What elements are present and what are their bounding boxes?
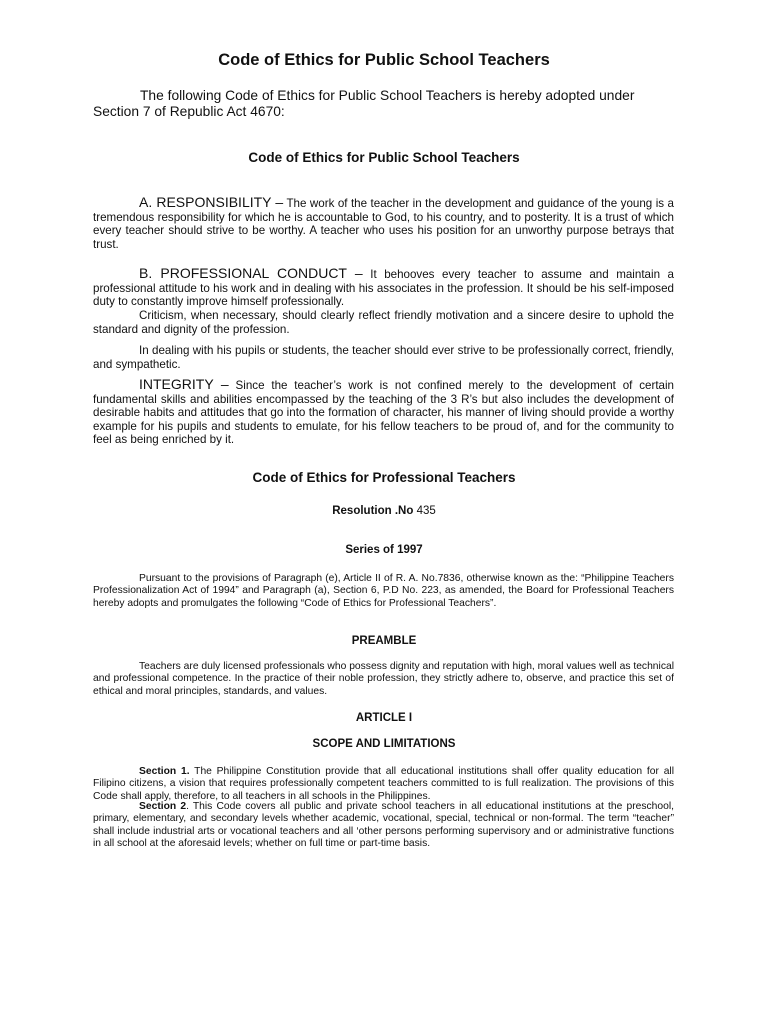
resolution-label: Resolution .No (332, 505, 414, 517)
resolution-number: 435 (413, 505, 436, 517)
responsibility-paragraph (93, 196, 674, 251)
conduct-paragraph (93, 267, 674, 309)
pursuant-paragraph: Pursuant to the provisions of Paragraph (e), Article II of R. A. No.7836, otherwise known as the: “Philippine Teachers Professionalization Act of 1994” and Paragraph (a), Section 6, P.D No. 223, as amended, the Board for Professional Teachers hereby adopts and promulgates the following “Code of Ethics for Professional Teachers”. (93, 573, 674, 609)
code-subtitle: Code of Ethics for Public School Teachers (248, 150, 520, 165)
integrity-text: Since the teacher’s work is not confined merely to the development of certain fundamental skills and abilities encompassed by the teaching of the 3 R’s but also includes the development of desirable habits and attitudes that go into the formation of character, his manner of living should provide a worthy example for his pupils and students to emulate, for his fellow teachers to be proud of, and for the community to feel as being enriched by it. (93, 379, 675, 447)
integrity-paragraph (93, 378, 674, 447)
preamble-heading: PREAMBLE (351, 635, 417, 647)
section2-label: Section 2 (139, 801, 187, 812)
conduct-text: It behooves every teacher to assume and maintain a professional attitude to his work and in dealing with his associates in the profession. It should be his self-imposed duty to constantly improve himself professionally. (93, 268, 674, 309)
pupils-paragraph: In dealing with his pupils or students, the teacher should ever strive to be professionally correct, friendly, and sympathetic. (93, 344, 674, 371)
section1-paragraph (93, 766, 674, 803)
conduct-heading: B. PROFESSIONAL CONDUCT – (139, 265, 363, 281)
article-heading: ARTICLE I (355, 712, 413, 724)
responsibility-text: The work of the teacher in the development and guidance of the young is a tremendous responsibility for which he is accountable to God, to his country, and to posterity. It is a trust of which every teacher should strive to be worthy. A teacher who uses his position for an unworthy purpose betrays that trust. (93, 197, 674, 251)
integrity-heading: INTEGRITY – (139, 376, 229, 392)
section2-text: . This Code covers all public and private school teachers in all educational institutions at the preschool, primary, elementary, and secondary levels whether academic, vocational, special, technical or non-formal. The term “teacher” shall include industrial arts or vocational teachers and all ‘other persons performing supervisory and or administrative functions in all school at the aforesaid levels; whether on full time or part-time basis. (93, 801, 674, 849)
scope-heading: SCOPE AND LIMITATIONS (312, 738, 456, 750)
preamble-paragraph: Teachers are duly licensed professionals who possess dignity and reputation with high, moral values well as technical and professional competence. In the practice of their noble profession, they strictly adhere to, observe, and practice this set of ethical and moral principles, standards, and values. (93, 661, 674, 697)
section1-text: The Philippine Constitution provide that all educational institutions shall offer quality education for all Filipino citizens, a vision that requires professionally competent teachers committed to is full realization. The provisions of this Code shall apply, therefore, to all teachers in all schools in the Philippines. (93, 766, 674, 802)
professional-title: Code of Ethics for Professional Teachers (252, 470, 516, 485)
section1-label: Section 1. (139, 766, 190, 777)
intro-paragraph: The following Code of Ethics for Public School Teachers is hereby adopted under Section 7 of Republic Act 4670: (93, 88, 635, 119)
resolution-line (0, 505, 768, 517)
series-heading: Series of 1997 (345, 544, 423, 556)
section2-paragraph (93, 801, 674, 850)
criticism-paragraph: Criticism, when necessary, should clearly reflect friendly motivation and a sincere desire to uphold the standard and dignity of the profession. (93, 309, 674, 336)
responsibility-heading: A. RESPONSIBILITY – (139, 194, 284, 210)
document-title: Code of Ethics for Public School Teachers (218, 51, 550, 69)
